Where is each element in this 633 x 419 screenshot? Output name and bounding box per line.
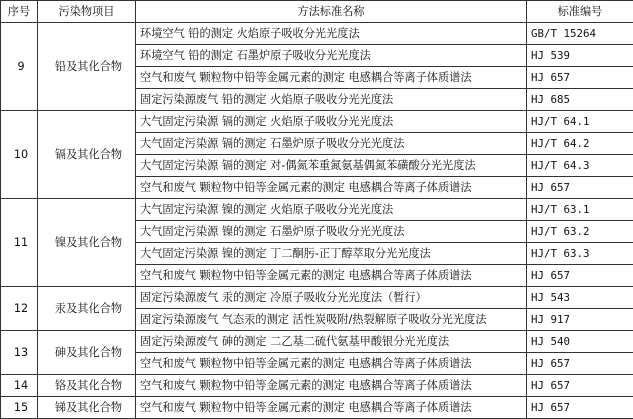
standard-code: HJ/T 64.1 [527, 111, 633, 133]
method-name: 空气和废气 颗粒物中铅等金属元素的测定 电感耦合等离子体质谱法 [136, 397, 527, 419]
standard-code: HJ/T 64.2 [527, 133, 633, 155]
table-row [1, 199, 633, 221]
standard-code: HJ 657 [527, 265, 633, 287]
method-name: 固定污染源废气 气态汞的测定 活性炭吸附/热裂解原子吸收分光光度法 [136, 309, 527, 331]
row-number: 10 [1, 111, 38, 199]
row-number: 13 [1, 331, 38, 375]
standard-code: HJ 543 [527, 287, 633, 309]
method-name: 大气固定污染源 镍的测定 石墨炉原子吸收分光光度法 [136, 221, 527, 243]
method-name: 固定污染源废气 砷的测定 二乙基二硫代氨基甲酸银分光光度法 [136, 331, 527, 353]
row-number: 11 [1, 199, 38, 287]
standard-code: GB/T 15264 [527, 23, 633, 45]
standard-code: HJ/T 64.3 [527, 155, 633, 177]
standard-code: HJ 917 [527, 309, 633, 331]
pollutant-name: 锑及其化合物 [38, 397, 136, 419]
method-name: 环境空气 铅的测定 火焰原子吸收分光光度法 [136, 23, 527, 45]
table-row [1, 23, 633, 45]
standard-code: HJ 685 [527, 89, 633, 111]
method-name: 环境空气 铅的测定 石墨炉原子吸收分光光度法 [136, 45, 527, 67]
pollutant-name: 汞及其化合物 [38, 287, 136, 331]
header-row [1, 1, 633, 23]
header-method: 方法标准名称 [136, 1, 527, 23]
method-name: 空气和废气 颗粒物中铅等金属元素的测定 电感耦合等离子体质谱法 [136, 375, 527, 397]
row-number: 9 [1, 23, 38, 111]
standard-code: HJ 539 [527, 45, 633, 67]
table-row [1, 111, 633, 133]
standard-code: HJ 540 [527, 331, 633, 353]
standard-code: HJ/T 63.1 [527, 199, 633, 221]
method-name: 空气和废气 颗粒物中铅等金属元素的测定 电感耦合等离子体质谱法 [136, 67, 527, 89]
method-name: 空气和废气 颗粒物中铅等金属元素的测定 电感耦合等离子体质谱法 [136, 353, 527, 375]
standard-code: HJ/T 63.2 [527, 221, 633, 243]
method-name: 大气固定污染源 镍的测定 丁二酮肟-正丁醇萃取分光光度法 [136, 243, 527, 265]
standard-code: HJ 657 [527, 375, 633, 397]
method-name: 大气固定污染源 镉的测定 石墨炉原子吸收分光光度法 [136, 133, 527, 155]
method-name: 大气固定污染源 镉的测定 对-偶氮苯重氮氨基偶氮苯磺酸分光光度法 [136, 155, 527, 177]
standard-code: HJ 657 [527, 177, 633, 199]
pollutant-name: 砷及其化合物 [38, 331, 136, 375]
method-name: 固定污染源废气 铅的测定 火焰原子吸收分光光度法 [136, 89, 527, 111]
pollutant-name: 镍及其化合物 [38, 199, 136, 287]
row-number: 14 [1, 375, 38, 397]
standard-code: HJ/T 63.3 [527, 243, 633, 265]
row-number: 15 [1, 397, 38, 419]
table-row [1, 331, 633, 353]
pollutant-name: 镉及其化合物 [38, 111, 136, 199]
method-name: 大气固定污染源 镍的测定 火焰原子吸收分光光度法 [136, 199, 527, 221]
table-row [1, 397, 633, 419]
standard-code: HJ 657 [527, 397, 633, 419]
row-number: 12 [1, 287, 38, 331]
table-row [1, 375, 633, 397]
header-code: 标准编号 [527, 1, 633, 23]
table-row [1, 287, 633, 309]
method-name: 空气和废气 颗粒物中铅等金属元素的测定 电感耦合等离子体质谱法 [136, 177, 527, 199]
pollutant-name: 铬及其化合物 [38, 375, 136, 397]
standard-code: HJ 657 [527, 353, 633, 375]
standard-code: HJ 657 [527, 67, 633, 89]
header-no: 序号 [1, 1, 38, 23]
pollutant-name: 铅及其化合物 [38, 23, 136, 111]
method-name: 空气和废气 颗粒物中铅等金属元素的测定 电感耦合等离子体质谱法 [136, 265, 527, 287]
method-name: 固定污染源废气 汞的测定 冷原子吸收分光光度法（暂行） [136, 287, 527, 309]
method-name: 大气固定污染源 镉的测定 火焰原子吸收分光光度法 [136, 111, 527, 133]
table-header [1, 1, 633, 23]
table-body [1, 23, 633, 419]
header-pollutant: 污染物项目 [38, 1, 136, 23]
